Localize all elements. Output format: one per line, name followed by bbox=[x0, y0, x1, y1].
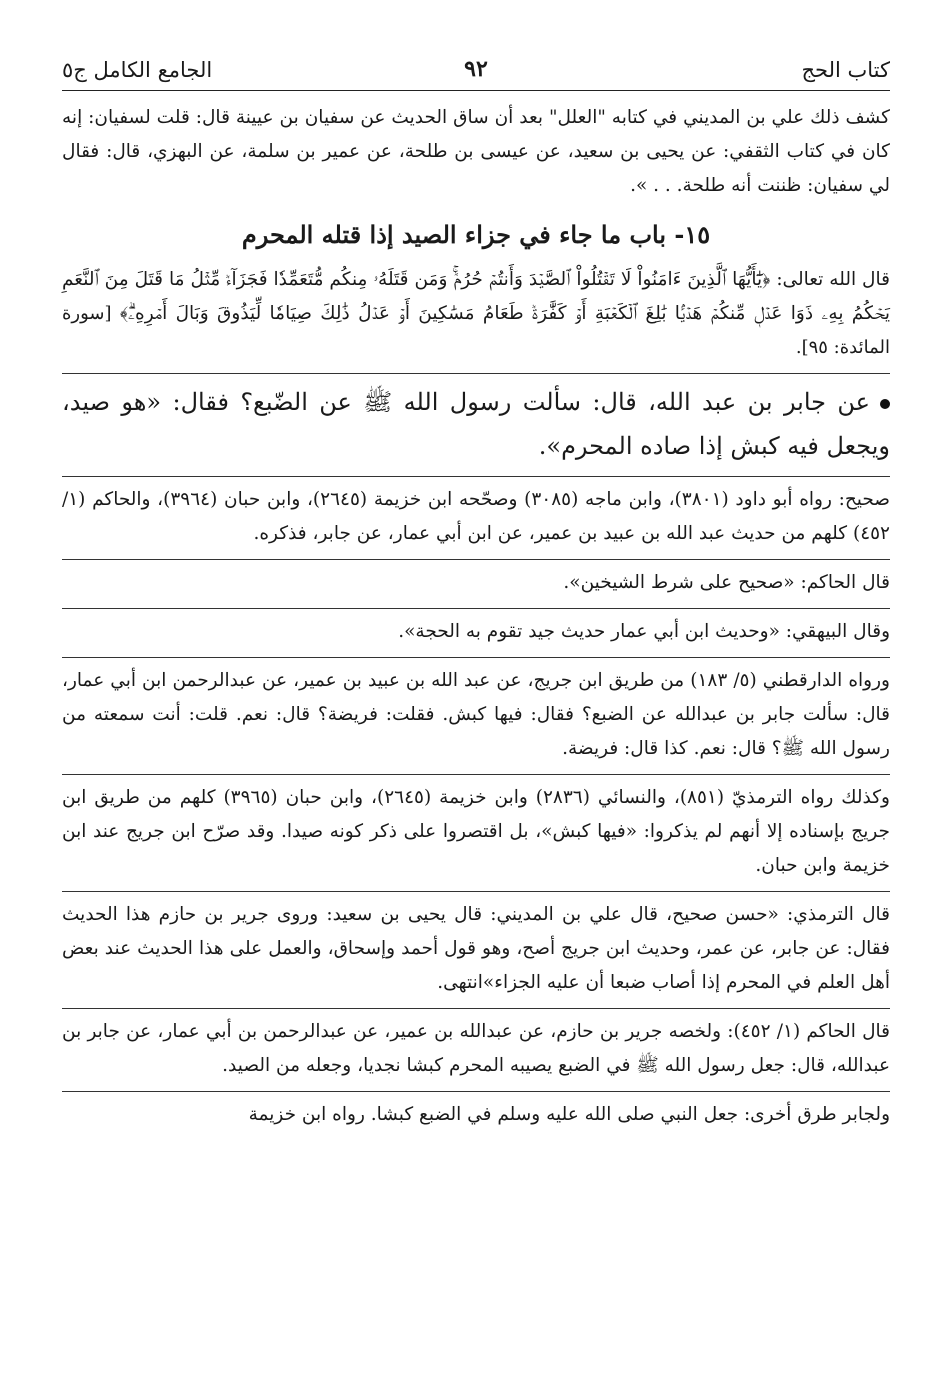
divider bbox=[62, 657, 890, 658]
paragraph-hakim-2: قال الحاكم (١/ ٤٥٢): ولخصه جرير بن حازم، عن عبدالله بن عمير، عن عبدالرحمن بن أبي عمار، عن جابر بن عبدالله، قال: جعل رسول الله ﷺ في الضبع يصيبه المحرم كبشا نجديا، وجعله من الصيد. bbox=[62, 1021, 890, 1076]
divider bbox=[62, 476, 890, 477]
paragraph-tirmidhi-nasai: وكذلك رواه الترمذيّ (٨٥١)، والنسائي (٢٨٣٦) وابن خزيمة (٢٦٤٥)، وابن حبان (٣٩٦٥) كلهم من طريق ابن جريج بإسناده إلا أنهم لم يذكروا: «فيها كبش»، بل اقتصروا على ذكر كونه صيدا. وقد صرّح ابن جريج عند ابن خزيمة وابن حبان. bbox=[62, 787, 890, 876]
divider bbox=[62, 774, 890, 775]
divider bbox=[62, 559, 890, 560]
paragraph-tirmidhi-quote: قال الترمذي: «حسن صحيح، قال علي بن المديني: قال يحيى بن سعيد: وروى جرير بن حازم هذا الحديث فقال: عن جابر، عن عمر، وحديث ابن جريج أصح، وهو قول أحمد وإسحاق، والعمل على هذا الحديث عند بعض أهل العلم في المحرم إذا أصاب ضبعا أن عليه الجزاء»انتهى. bbox=[62, 904, 890, 993]
paragraph-hakim: قال الحاكم: «صحيح على شرط الشيخين». bbox=[563, 572, 890, 593]
divider bbox=[62, 891, 890, 892]
collection-title: الجامع الكامل ج٥ bbox=[62, 58, 213, 82]
divider bbox=[62, 373, 890, 374]
divider bbox=[62, 1091, 890, 1092]
book-title: كتاب الحج bbox=[801, 58, 890, 82]
verse-reference: [سورة المائدة: ٩٥]. bbox=[62, 303, 890, 358]
hadith-body: عن جابر بن عبد الله، قال: سألت رسول الله ﷺ عن الضّبع؟ فقال: «هو صيد، ويجعل فيه كبش إذا صاده المحرم». bbox=[62, 388, 890, 460]
paragraph-other-routes: ولجابر طرق أخرى: جعل النبي صلى الله عليه وسلم في الضبع كبشا. رواه ابن خزيمة bbox=[248, 1104, 890, 1125]
verse-text: ﴿يَٰٓأَيُّهَا ٱلَّذِينَ ءَامَنُواْ لَا تَقۡتُلُواْ ٱلصَّيۡدَ وَأَنتُمۡ حُرُمٞۚ وَمَن قَتَلَهُۥ مِنكُم مُّتَعَمِّدٗا فَجَزَآءٞ مِّثۡلُ مَا قَتَلَ مِنَ ٱلنَّعَمِ يَحۡكُمُ بِهِۦ ذَوَا عَدۡلٖ مِّنكُمۡ هَدۡيَۢا بَٰلِغَ ٱلۡكَعۡبَةِ أَوۡ كَفَّٰرَةٞ طَعَامُ مَسَٰكِينَ أَوۡ عَدۡلُ ذَٰلِكَ صِيَامٗا لِّيَذُوقَ وَبَالَ أَمۡرِهِۦۗ﴾ bbox=[62, 269, 890, 324]
verse-block bbox=[62, 263, 890, 365]
divider bbox=[62, 608, 890, 609]
verse-intro: قال الله تعالى: bbox=[776, 269, 890, 290]
hadith-text bbox=[62, 380, 890, 468]
paragraph-bayhaqi: وقال البيهقي: «وحديث ابن أبي عمار حديث جيد تقوم به الحجة». bbox=[398, 621, 890, 642]
chapter-heading: ١٥- باب ما جاء في جزاء الصيد إذا قتله المحرم bbox=[241, 220, 711, 249]
paragraph-takhrij: صحيح: رواه أبو داود (٣٨٠١)، وابن ماجه (٣٠٨٥) وصحّحه ابن خزيمة (٢٦٤٥)، وابن حبان (٣٩٦٤)، والحاكم (١/ ٤٥٢) كلهم من حديث عبد الله بن عبيد بن عمير، عن ابن أبي عمار، عن جابر، فذكره. bbox=[62, 489, 890, 544]
intro-paragraph: كشف ذلك علي بن المديني في كتابه "العلل" بعد أن ساق الحديث عن سفيان بن عيينة قال: قلت لسفيان: إنه كان في كتاب الثقفي: عن يحيى بن سعيد، عن عيسى بن طلحة، عن عمير بن سلمة، عن البهزي، قال: فقال لي سفيان: ظننت أنه طلحة. . . ». bbox=[62, 107, 890, 196]
paragraph-daraqutni: ورواه الدارقطني (٥/ ١٨٣) من طريق ابن جريج، عن عبد الله بن عبيد بن عمير، عن عبدالرحمن ابن أبي عمار، قال: سألت جابر بن عبدالله عن الضبع؟ فقال: فيها كبش. فقلت: فريضة؟ قال: نعم. قلت: أنت سمعته من رسول الله ﷺ؟ قال: نعم. كذا قال: فريضة. bbox=[62, 670, 890, 759]
bullet-icon bbox=[880, 399, 890, 409]
divider bbox=[62, 1008, 890, 1009]
book-page bbox=[62, 52, 890, 1132]
page-number: ٩٢ bbox=[464, 56, 488, 82]
page-header bbox=[62, 52, 890, 91]
